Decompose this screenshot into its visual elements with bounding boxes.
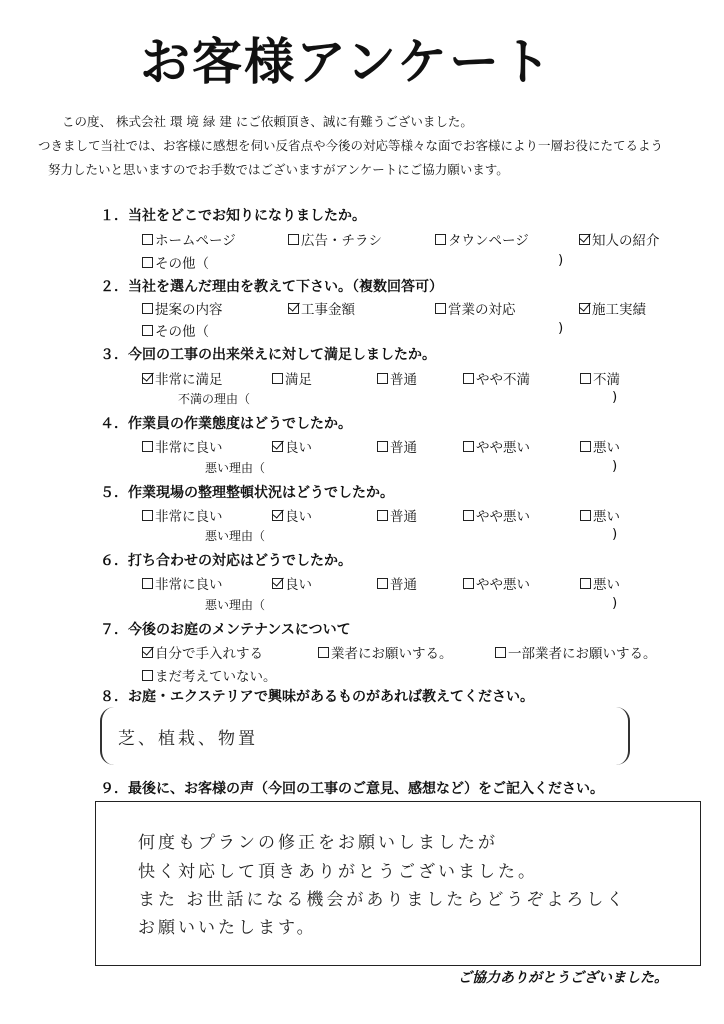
q9-answer-line-1: 何度もプランの修正をお願いしましたが bbox=[138, 833, 498, 853]
intro-line-2: つきまして当社では、お客様に感想を伺い反省点や今後の対応等様々な面でお客様により一層お役にたてるよう bbox=[38, 138, 664, 153]
checkbox[interactable] bbox=[142, 578, 153, 589]
q7-option-undecided[interactable]: まだ考えていない。 bbox=[142, 665, 277, 685]
close-paren: ) bbox=[612, 389, 618, 405]
q5-option-average[interactable]: 普通 bbox=[377, 505, 417, 525]
intro-line-3: 努力したいと思いますのでお手数ではございますがアンケートにご協力願います。 bbox=[48, 162, 509, 177]
q1-option-other[interactable]: その他（ bbox=[142, 252, 209, 272]
q9-answer-line-2: 快く対応して頂きありがとうございました。 bbox=[138, 862, 538, 882]
q5-option-very-good[interactable]: 非常に良い bbox=[142, 505, 223, 525]
q3-option-somewhat-dissatisfied[interactable]: やや不満 bbox=[463, 368, 530, 388]
q4-option-good[interactable]: 良い bbox=[272, 436, 312, 456]
checkbox[interactable] bbox=[142, 441, 153, 452]
q6-option-very-good[interactable]: 非常に良い bbox=[142, 573, 223, 593]
intro-line-1: この度、 株式会社 環 境 緑 建 にご依頼頂き、誠に有難うございました。 bbox=[62, 114, 473, 129]
q4-option-bad[interactable]: 悪い bbox=[580, 436, 620, 456]
close-paren: ) bbox=[612, 458, 618, 474]
checkbox[interactable] bbox=[580, 373, 591, 384]
closing-message: ご協力ありがとうございました。 bbox=[458, 970, 668, 986]
checkbox[interactable] bbox=[463, 510, 474, 521]
page-title: お客様アンケート bbox=[140, 33, 553, 91]
checkbox[interactable] bbox=[579, 234, 590, 245]
q6-option-average[interactable]: 普通 bbox=[377, 573, 417, 593]
checkbox[interactable] bbox=[463, 373, 474, 384]
q8-handwritten-answer: 芝、植栽、物置 bbox=[118, 729, 258, 749]
q2-option-other[interactable]: その他（ bbox=[142, 320, 209, 340]
q6-option-somewhat-bad[interactable]: やや悪い bbox=[463, 573, 530, 593]
q6-option-good[interactable]: 良い bbox=[272, 573, 312, 593]
q3-reason-label: 不満の理由（ bbox=[178, 392, 251, 406]
question-2-title: ２．当社を選んだ理由を教えて下さい。（複数回答可） bbox=[100, 279, 443, 295]
checkbox[interactable] bbox=[142, 303, 153, 314]
checkbox[interactable] bbox=[272, 578, 283, 589]
q3-option-average[interactable]: 普通 bbox=[377, 368, 417, 388]
q1-option-ad-flyer[interactable]: 広告・チラシ bbox=[288, 229, 382, 249]
checkbox[interactable] bbox=[288, 234, 299, 245]
q6-option-bad[interactable]: 悪い bbox=[580, 573, 620, 593]
q1-option-townpage[interactable]: タウンページ bbox=[435, 229, 529, 249]
q2-option-price[interactable]: 工事金額 bbox=[288, 298, 355, 318]
q2-option-sales[interactable]: 営業の対応 bbox=[435, 298, 516, 318]
question-7-title: ７．今後のお庭のメンテナンスについて bbox=[100, 622, 351, 638]
checkbox[interactable] bbox=[580, 578, 591, 589]
q1-option-referral[interactable]: 知人の紹介 bbox=[579, 229, 660, 249]
q9-answer-box[interactable] bbox=[95, 801, 701, 966]
q9-answer-line-4: お願いいたします。 bbox=[138, 918, 317, 938]
checkbox[interactable] bbox=[377, 441, 388, 452]
checkbox[interactable] bbox=[463, 441, 474, 452]
question-8-title: ８．お庭・エクステリアで興味があるものがあれば教えてください。 bbox=[100, 689, 534, 705]
q3-option-satisfied[interactable]: 満足 bbox=[272, 368, 312, 388]
close-paren: ) bbox=[612, 526, 618, 542]
checkbox[interactable] bbox=[142, 647, 153, 658]
checkbox[interactable] bbox=[142, 325, 153, 336]
checkbox[interactable] bbox=[272, 510, 283, 521]
question-5-title: ５．作業現場の整理整頓状況はどうでしたか。 bbox=[100, 485, 394, 501]
q5-reason-label: 悪い理由（ bbox=[205, 529, 266, 543]
q9-answer-line-3: また お世話になる機会がありましたらどうぞよろしく bbox=[138, 890, 627, 910]
checkbox[interactable] bbox=[579, 303, 590, 314]
q4-reason-label: 悪い理由（ bbox=[205, 461, 266, 475]
q3-option-dissatisfied[interactable]: 不満 bbox=[580, 368, 620, 388]
checkbox[interactable] bbox=[288, 303, 299, 314]
checkbox[interactable] bbox=[142, 510, 153, 521]
close-paren: ) bbox=[612, 595, 618, 611]
q7-option-self[interactable]: 自分で手入れする bbox=[142, 642, 263, 662]
q5-option-somewhat-bad[interactable]: やや悪い bbox=[463, 505, 530, 525]
checkbox[interactable] bbox=[377, 578, 388, 589]
q2-option-track-record[interactable]: 施工実績 bbox=[579, 298, 646, 318]
q5-option-bad[interactable]: 悪い bbox=[580, 505, 620, 525]
question-6-title: ６．打ち合わせの対応はどうでしたか。 bbox=[100, 553, 352, 569]
question-3-title: ３．今回の工事の出来栄えに対して満足しましたか。 bbox=[100, 347, 436, 363]
checkbox[interactable] bbox=[142, 257, 153, 268]
checkbox[interactable] bbox=[435, 234, 446, 245]
checkbox[interactable] bbox=[377, 373, 388, 384]
question-9-title: ９．最後に、お客様の声（今回の工事のご意見、感想など）をご記入ください。 bbox=[100, 781, 604, 797]
checkbox[interactable] bbox=[580, 510, 591, 521]
checkbox[interactable] bbox=[142, 373, 153, 384]
checkbox[interactable] bbox=[142, 670, 153, 681]
checkbox[interactable] bbox=[463, 578, 474, 589]
q6-reason-label: 悪い理由（ bbox=[205, 598, 266, 612]
checkbox[interactable] bbox=[272, 373, 283, 384]
q2-option-proposal[interactable]: 提案の内容 bbox=[142, 298, 223, 318]
q7-option-partial-contractor[interactable]: 一部業者にお願いする。 bbox=[495, 642, 657, 662]
q7-option-contractor[interactable]: 業者にお願いする。 bbox=[318, 642, 453, 662]
q4-option-very-good[interactable]: 非常に良い bbox=[142, 436, 223, 456]
q4-option-average[interactable]: 普通 bbox=[377, 436, 417, 456]
close-paren: ) bbox=[558, 252, 564, 268]
checkbox[interactable] bbox=[318, 647, 329, 658]
checkbox[interactable] bbox=[272, 441, 283, 452]
checkbox[interactable] bbox=[435, 303, 446, 314]
question-4-title: ４．作業員の作業態度はどうでしたか。 bbox=[100, 416, 352, 432]
checkbox[interactable] bbox=[377, 510, 388, 521]
q1-option-homepage[interactable]: ホームページ bbox=[142, 229, 236, 249]
q4-option-somewhat-bad[interactable]: やや悪い bbox=[463, 436, 530, 456]
question-1-title: １．当社をどこでお知りになりましたか。 bbox=[100, 208, 366, 224]
checkbox[interactable] bbox=[580, 441, 591, 452]
q3-option-very-satisfied[interactable]: 非常に満足 bbox=[142, 368, 223, 388]
q5-option-good[interactable]: 良い bbox=[272, 505, 312, 525]
checkbox[interactable] bbox=[495, 647, 506, 658]
close-paren: ) bbox=[558, 320, 564, 336]
checkbox[interactable] bbox=[142, 234, 153, 245]
